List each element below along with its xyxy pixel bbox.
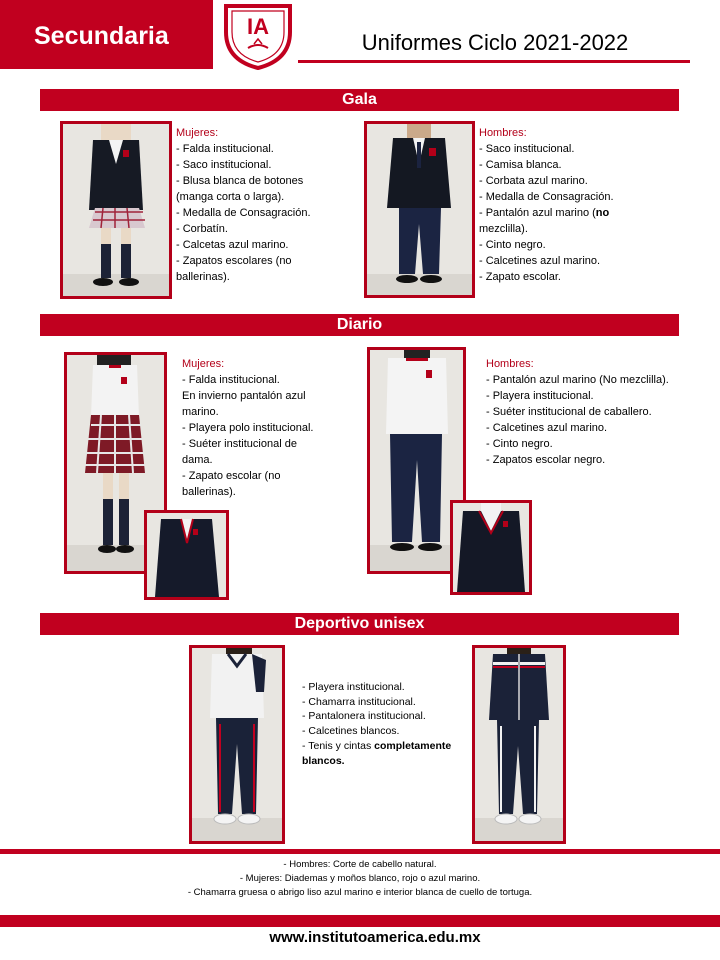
note-chamarra: - Chamarra gruesa o abrigo liso azul marino e interior blanca de cuello de tortuga.	[187, 887, 533, 898]
list-item: - Cinto negro.	[479, 239, 546, 251]
footer-bar	[0, 915, 720, 927]
list-item: - Playera polo institucional.	[182, 422, 314, 434]
list-item: - Corbata azul marino.	[479, 175, 588, 187]
list-item-text: - Pantalón azul marino (	[479, 207, 596, 219]
deportivo-list	[302, 680, 472, 768]
list-item: ballerinas).	[176, 271, 230, 283]
list-item: - Blusa blanca de botones	[176, 175, 304, 187]
bold-text-end: blancos.	[302, 754, 345, 767]
list-item: - Suéter institucional de caballero.	[486, 406, 652, 418]
diario-men-heading: Hombres:	[486, 358, 534, 370]
bold-word: no	[595, 207, 610, 219]
footer-divider	[0, 849, 720, 854]
list-item: - Falda institucional.	[176, 143, 274, 155]
list-item-text: - Tenis y cintas	[302, 739, 375, 752]
header-underline	[298, 60, 690, 63]
list-item	[479, 205, 669, 221]
gala-men-list	[479, 125, 669, 285]
list-item: - Calcetines azul marino.	[486, 422, 608, 434]
list-item: - Zapato escolar (no	[182, 470, 281, 482]
list-item: En invierno pantalón azul	[182, 390, 306, 402]
list-item	[302, 739, 472, 754]
section-bar-diario: Diario	[40, 314, 679, 336]
list-item: mezclilla).	[479, 223, 528, 235]
list-item: - Suéter institucional de	[182, 438, 297, 450]
institute-logo	[222, 2, 294, 70]
list-item: - Medalla de Consagración.	[176, 207, 311, 219]
photo-gala-men	[364, 121, 475, 298]
diario-women-list	[182, 356, 342, 500]
list-item: (manga corta o larga).	[176, 191, 285, 203]
diario-women-heading: Mujeres:	[182, 358, 225, 370]
list-item: - Pantalonera institucional.	[302, 710, 426, 723]
list-item: - Playera institucional.	[302, 681, 405, 693]
photo-deportivo-men	[472, 645, 566, 844]
document-title: Uniformes Ciclo 2021-2022	[361, 30, 629, 55]
list-item: - Calcetines blancos.	[302, 725, 400, 738]
bold-text: completamente	[374, 739, 452, 752]
website-link[interactable]: www.institutoamerica.edu.mx	[269, 929, 481, 946]
list-item: ballerinas).	[182, 486, 236, 498]
list-item: - Calcetas azul marino.	[176, 239, 289, 251]
photo-diario-men-sweater	[450, 500, 532, 595]
note-hombres: - Hombres: Corte de cabello natural.	[283, 859, 437, 870]
list-item: - Calcetines azul marino.	[479, 255, 601, 267]
list-item: - Saco institucional.	[479, 143, 575, 155]
photo-gala-women	[60, 121, 172, 299]
list-item: - Medalla de Consagración.	[479, 191, 614, 203]
section-bar-gala: Gala	[40, 89, 679, 111]
photo-diario-women-sweater	[144, 510, 229, 600]
list-item: - Corbatín.	[176, 223, 228, 235]
list-item: dama.	[182, 454, 213, 466]
list-item	[302, 754, 472, 769]
list-item: - Saco institucional.	[176, 159, 272, 171]
logo-letters: IA	[247, 14, 269, 39]
list-item: - Falda institucional.	[182, 374, 280, 386]
list-item: - Camisa blanca.	[479, 159, 562, 171]
gala-women-list	[176, 125, 346, 285]
list-item: - Playera institucional.	[486, 390, 594, 402]
list-item: - Zapato escolar.	[479, 271, 561, 283]
note-mujeres: - Mujeres: Diademas y moños blanco, rojo o azul marino.	[239, 873, 481, 884]
diario-men-list	[486, 356, 708, 468]
gala-men-heading: Hombres:	[479, 127, 527, 139]
list-item: - Zapatos escolares (no	[176, 255, 292, 267]
photo-deportivo-women	[189, 645, 285, 844]
list-item: - Pantalón azul marino (No mezclilla).	[486, 374, 669, 386]
list-item: - Zapatos escolar negro.	[486, 454, 606, 466]
list-item: - Cinto negro.	[486, 438, 553, 450]
list-item: marino.	[182, 406, 219, 418]
level-title: Secundaria	[34, 22, 169, 50]
section-bar-deportivo: Deportivo unisex	[40, 613, 679, 635]
list-item: - Chamarra institucional.	[302, 695, 416, 708]
gala-women-heading: Mujeres:	[176, 127, 219, 139]
